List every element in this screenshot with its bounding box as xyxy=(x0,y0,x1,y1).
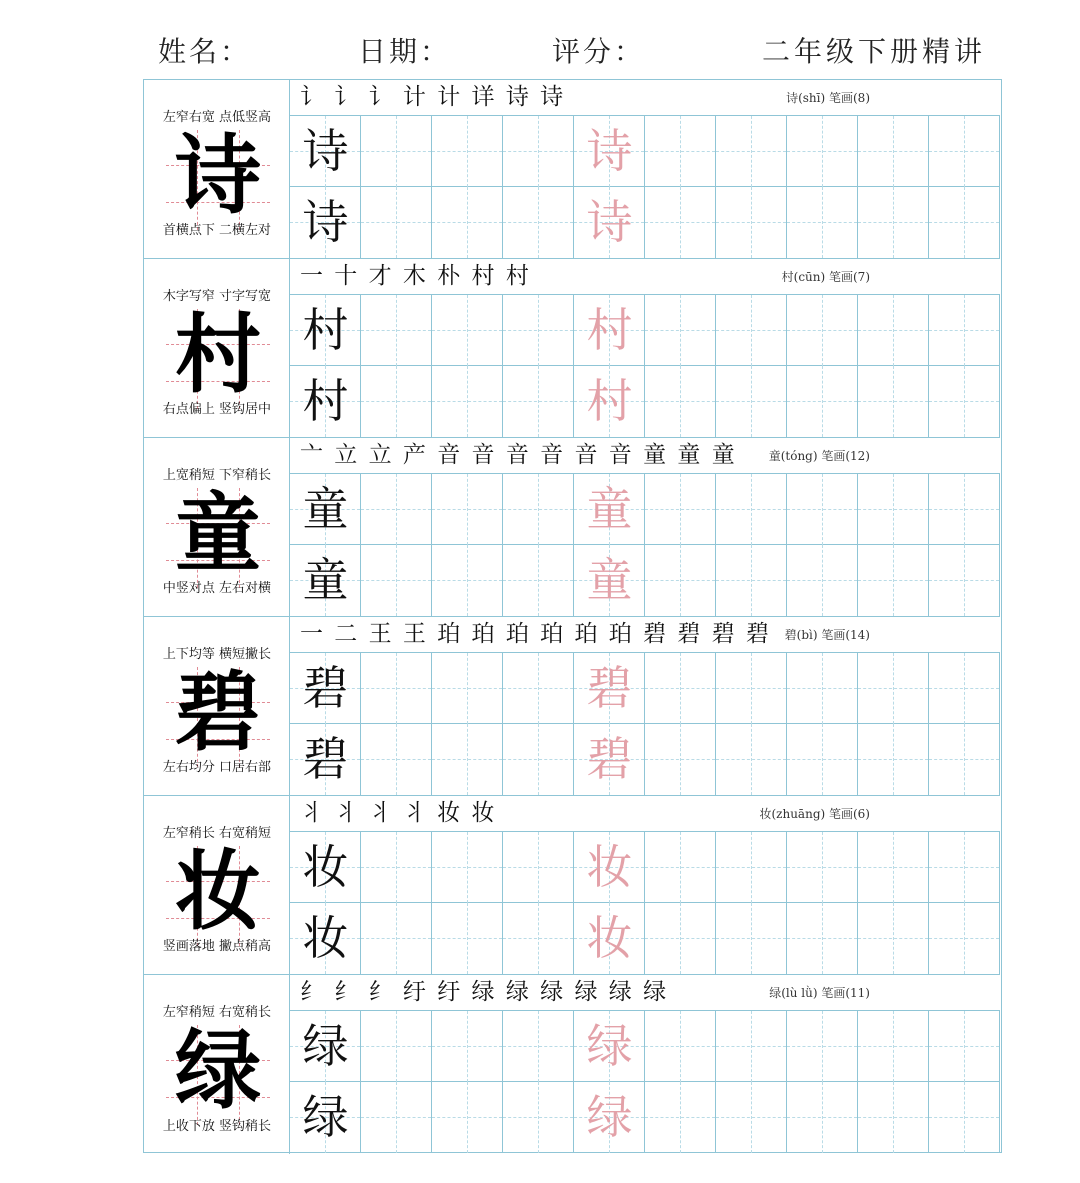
grid-cell[interactable] xyxy=(432,1082,503,1153)
model-character: 绿 xyxy=(175,1020,261,1121)
grid-cell[interactable] xyxy=(858,653,929,724)
character-block xyxy=(144,796,1000,975)
grid-cell[interactable] xyxy=(432,653,503,724)
grid-cell[interactable] xyxy=(716,545,787,616)
grid-cell[interactable] xyxy=(787,1011,858,1082)
trace-character: 诗 xyxy=(586,124,633,178)
grid-cell[interactable] xyxy=(361,1082,432,1153)
model-panel xyxy=(144,796,290,974)
grid-cell[interactable] xyxy=(290,903,361,974)
grid-cell[interactable] xyxy=(645,366,716,437)
sample-character: 碧 xyxy=(302,661,349,715)
writing-tip-top: 左窄稍长 右宽稍短 xyxy=(162,826,272,841)
grid-cell[interactable] xyxy=(574,366,645,437)
sample-character: 碧 xyxy=(302,732,349,786)
grid-cell[interactable] xyxy=(503,295,574,366)
trace-character: 妆 xyxy=(586,840,633,894)
sample-character: 妆 xyxy=(302,840,349,894)
worksheet-header xyxy=(0,30,1080,80)
practice-row xyxy=(290,1011,1000,1082)
sample-character: 诗 xyxy=(302,195,349,249)
grid-cell[interactable] xyxy=(361,187,432,258)
grid-cell[interactable] xyxy=(716,832,787,903)
grid-cell[interactable] xyxy=(645,474,716,545)
practice-row xyxy=(290,545,1000,616)
grid-cell[interactable] xyxy=(716,474,787,545)
sample-character: 村 xyxy=(302,374,349,428)
grid-cell[interactable] xyxy=(361,653,432,724)
stroke-order-row xyxy=(290,438,1000,474)
grid-cell[interactable] xyxy=(929,832,1000,903)
model-character-box xyxy=(166,841,270,946)
grid-cell[interactable] xyxy=(858,1011,929,1082)
writing-tip-bottom: 竖画落地 撇点稍高 xyxy=(162,939,272,954)
model-character-box xyxy=(166,304,270,409)
grid-cell[interactable] xyxy=(716,295,787,366)
character-block xyxy=(144,259,1000,438)
worksheet-title: 二年级下册精讲 xyxy=(762,35,987,68)
grid-cell[interactable] xyxy=(787,187,858,258)
grid-cell[interactable] xyxy=(929,1011,1000,1082)
pinyin-stroke-count: 绿(lù lǜ) 笔画(11) xyxy=(769,986,870,1000)
trace-character: 碧 xyxy=(586,732,633,786)
pinyin-stroke-count: 诗(shī) 笔画(8) xyxy=(786,91,870,105)
character-block xyxy=(144,975,1000,1154)
stroke-order-row xyxy=(290,975,1000,1011)
grid-cell[interactable] xyxy=(432,1011,503,1082)
stroke-order-row xyxy=(290,80,1000,116)
grid-cell[interactable] xyxy=(929,545,1000,616)
grid-cell[interactable] xyxy=(787,116,858,187)
grid-cell[interactable] xyxy=(574,187,645,258)
grid-cell[interactable] xyxy=(361,903,432,974)
grid-cell[interactable] xyxy=(503,545,574,616)
grid-cell[interactable] xyxy=(645,295,716,366)
practice-row xyxy=(290,1082,1000,1153)
stroke-order-sequence: 讠 讠 讠 计 计 详 诗 诗 xyxy=(300,84,566,110)
stroke-order-row xyxy=(290,796,1000,832)
trace-character: 村 xyxy=(586,303,633,357)
practice-row xyxy=(290,116,1000,187)
trace-character: 童 xyxy=(586,553,633,607)
grid-cell[interactable] xyxy=(432,366,503,437)
grid-cell[interactable] xyxy=(503,653,574,724)
grid-cell[interactable] xyxy=(716,724,787,795)
grid-cell[interactable] xyxy=(432,116,503,187)
grid-cell[interactable] xyxy=(503,903,574,974)
stroke-order-sequence: 亠 立 立 产 音 音 音 音 音 音 童 童 童 xyxy=(300,442,737,468)
pinyin-stroke-count: 碧(bì) 笔画(14) xyxy=(784,628,870,642)
grid-cell[interactable] xyxy=(574,545,645,616)
stroke-order-sequence: 纟 纟 纟 纡 纡 绿 绿 绿 绿 绿 绿 xyxy=(300,979,669,1005)
grid-cell[interactable] xyxy=(290,724,361,795)
grid-cell[interactable] xyxy=(361,1011,432,1082)
model-panel xyxy=(144,259,290,437)
grid-cell[interactable] xyxy=(290,366,361,437)
grid-cell[interactable] xyxy=(503,724,574,795)
grid-cell[interactable] xyxy=(929,187,1000,258)
date-label: 日期： xyxy=(358,35,452,68)
grid-cell[interactable] xyxy=(929,366,1000,437)
model-character: 诗 xyxy=(175,125,261,226)
grid-cell[interactable] xyxy=(574,724,645,795)
writing-tip-bottom: 上收下放 竖钩稍长 xyxy=(162,1119,272,1134)
grid-cell[interactable] xyxy=(858,366,929,437)
grid-cell[interactable] xyxy=(645,116,716,187)
trace-character: 村 xyxy=(586,374,633,428)
sample-character: 村 xyxy=(302,303,349,357)
grid-cell[interactable] xyxy=(929,903,1000,974)
grid-cell[interactable] xyxy=(361,832,432,903)
grid-cell[interactable] xyxy=(503,1082,574,1153)
pinyin-stroke-count: 妆(zhuāng) 笔画(6) xyxy=(759,807,870,821)
grid-cell[interactable] xyxy=(858,116,929,187)
grid-cell[interactable] xyxy=(361,366,432,437)
stroke-order-row xyxy=(290,259,1000,295)
grid-cell[interactable] xyxy=(858,295,929,366)
grid-cell[interactable] xyxy=(858,474,929,545)
model-character-box xyxy=(166,125,270,230)
grid-cell[interactable] xyxy=(645,724,716,795)
grid-cell[interactable] xyxy=(645,187,716,258)
grid-cell[interactable] xyxy=(503,187,574,258)
character-block xyxy=(144,80,1000,259)
character-block xyxy=(144,617,1000,796)
grid-cell[interactable] xyxy=(716,116,787,187)
practice-sheet xyxy=(143,79,1002,1153)
grid-cell[interactable] xyxy=(645,545,716,616)
grid-cell[interactable] xyxy=(716,1082,787,1153)
grid-cell[interactable] xyxy=(787,832,858,903)
grid-cell[interactable] xyxy=(574,832,645,903)
trace-character: 绿 xyxy=(586,1090,633,1144)
grid-cell[interactable] xyxy=(290,545,361,616)
grid-cell[interactable] xyxy=(574,903,645,974)
model-character-box xyxy=(166,1020,270,1125)
grid-cell[interactable] xyxy=(716,187,787,258)
grid-cell[interactable] xyxy=(503,366,574,437)
grid-cell[interactable] xyxy=(929,653,1000,724)
grid-cell[interactable] xyxy=(574,1082,645,1153)
grid-cell[interactable] xyxy=(645,653,716,724)
grid-cell[interactable] xyxy=(290,295,361,366)
grid-cell[interactable] xyxy=(858,545,929,616)
grid-cell[interactable] xyxy=(929,1082,1000,1153)
trace-character: 童 xyxy=(586,482,633,536)
model-panel xyxy=(144,617,290,795)
writing-tip-top: 左窄稍短 右宽稍长 xyxy=(162,1005,272,1020)
grid-cell[interactable] xyxy=(716,366,787,437)
grid-cell[interactable] xyxy=(929,295,1000,366)
practice-row xyxy=(290,474,1000,545)
score-label: 评分： xyxy=(552,35,646,68)
grid-cell[interactable] xyxy=(290,1011,361,1082)
stroke-order-sequence: 一 十 才 木 朴 村 村 xyxy=(300,263,531,289)
practice-row xyxy=(290,295,1000,366)
grid-cell[interactable] xyxy=(858,903,929,974)
grid-cell[interactable] xyxy=(787,295,858,366)
grid-cell[interactable] xyxy=(361,474,432,545)
grid-cell[interactable] xyxy=(645,903,716,974)
grid-cell[interactable] xyxy=(787,1082,858,1153)
grid-cell[interactable] xyxy=(290,474,361,545)
sample-character: 妆 xyxy=(302,911,349,965)
model-character: 童 xyxy=(175,483,261,584)
grid-cell[interactable] xyxy=(574,116,645,187)
name-label: 姓名： xyxy=(158,35,252,68)
practice-row xyxy=(290,366,1000,437)
model-character: 妆 xyxy=(175,841,261,942)
grid-cell[interactable] xyxy=(432,187,503,258)
practice-row xyxy=(290,832,1000,903)
practice-row xyxy=(290,187,1000,258)
grid-cell[interactable] xyxy=(361,545,432,616)
practice-row xyxy=(290,724,1000,795)
grid-cell[interactable] xyxy=(503,474,574,545)
character-block xyxy=(144,438,1000,617)
trace-character: 绿 xyxy=(586,1019,633,1073)
grid-cell[interactable] xyxy=(574,474,645,545)
grid-cell[interactable] xyxy=(432,295,503,366)
grid-cell[interactable] xyxy=(716,903,787,974)
grid-cell[interactable] xyxy=(361,724,432,795)
grid-cell[interactable] xyxy=(432,545,503,616)
grid-cell[interactable] xyxy=(290,116,361,187)
model-panel xyxy=(144,438,290,616)
grid-cell[interactable] xyxy=(432,903,503,974)
grid-cell[interactable] xyxy=(503,1011,574,1082)
grid-cell[interactable] xyxy=(432,724,503,795)
grid-cell[interactable] xyxy=(290,653,361,724)
writing-tip-bottom: 右点偏上 竖钩居中 xyxy=(162,402,272,417)
model-character-box xyxy=(166,483,270,588)
grid-cell[interactable] xyxy=(787,474,858,545)
grid-cell[interactable] xyxy=(858,1082,929,1153)
sample-character: 诗 xyxy=(302,124,349,178)
grid-cell[interactable] xyxy=(787,653,858,724)
grid-cell[interactable] xyxy=(787,903,858,974)
grid-cell[interactable] xyxy=(574,653,645,724)
writing-tip-top: 左窄右宽 点低竖高 xyxy=(162,110,272,125)
grid-cell[interactable] xyxy=(645,1011,716,1082)
grid-cell[interactable] xyxy=(290,187,361,258)
grid-cell[interactable] xyxy=(787,545,858,616)
grid-cell[interactable] xyxy=(432,832,503,903)
writing-tip-bottom: 首横点下 二横左对 xyxy=(162,223,272,238)
model-character-box xyxy=(166,662,270,767)
pinyin-stroke-count: 村(cūn) 笔画(7) xyxy=(781,270,870,284)
practice-row xyxy=(290,653,1000,724)
grid-cell[interactable] xyxy=(432,474,503,545)
writing-tip-bottom: 左右均分 口居右部 xyxy=(162,760,272,775)
sample-character: 童 xyxy=(302,553,349,607)
grid-cell[interactable] xyxy=(645,1082,716,1153)
writing-tip-top: 木字写窄 寸字写宽 xyxy=(162,289,272,304)
grid-cell[interactable] xyxy=(929,474,1000,545)
grid-cell[interactable] xyxy=(290,1082,361,1153)
grid-cell[interactable] xyxy=(361,295,432,366)
grid-cell[interactable] xyxy=(361,116,432,187)
grid-cell[interactable] xyxy=(290,832,361,903)
sample-character: 童 xyxy=(302,482,349,536)
grid-cell[interactable] xyxy=(503,116,574,187)
sample-character: 绿 xyxy=(302,1090,349,1144)
model-panel xyxy=(144,975,290,1154)
writing-tip-top: 上下均等 横短撇长 xyxy=(162,647,272,662)
grid-cell[interactable] xyxy=(716,1011,787,1082)
writing-tip-bottom: 中竖对点 左右对横 xyxy=(162,581,272,596)
stroke-order-row xyxy=(290,617,1000,653)
grid-cell[interactable] xyxy=(503,832,574,903)
sample-character: 绿 xyxy=(302,1019,349,1073)
trace-character: 诗 xyxy=(586,195,633,249)
trace-character: 碧 xyxy=(586,661,633,715)
grid-cell[interactable] xyxy=(787,724,858,795)
grid-cell[interactable] xyxy=(929,116,1000,187)
grid-cell[interactable] xyxy=(574,1011,645,1082)
grid-cell[interactable] xyxy=(716,653,787,724)
grid-cell[interactable] xyxy=(574,295,645,366)
pinyin-stroke-count: 童(tóng) 笔画(12) xyxy=(768,449,870,463)
model-panel xyxy=(144,80,290,258)
writing-tip-top: 上宽稍短 下窄稍长 xyxy=(162,468,272,483)
model-character: 碧 xyxy=(175,662,261,763)
stroke-order-sequence: 丬 丬 丬 丬 妆 妆 xyxy=(300,800,497,826)
grid-cell[interactable] xyxy=(858,187,929,258)
stroke-order-sequence: 一 二 王 王 珀 珀 珀 珀 珀 珀 碧 碧 碧 碧 xyxy=(300,621,772,647)
grid-cell[interactable] xyxy=(645,832,716,903)
practice-row xyxy=(290,903,1000,974)
grid-cell[interactable] xyxy=(858,724,929,795)
trace-character: 妆 xyxy=(586,911,633,965)
grid-cell[interactable] xyxy=(787,366,858,437)
model-character: 村 xyxy=(175,304,261,405)
grid-cell[interactable] xyxy=(929,724,1000,795)
grid-cell[interactable] xyxy=(858,832,929,903)
